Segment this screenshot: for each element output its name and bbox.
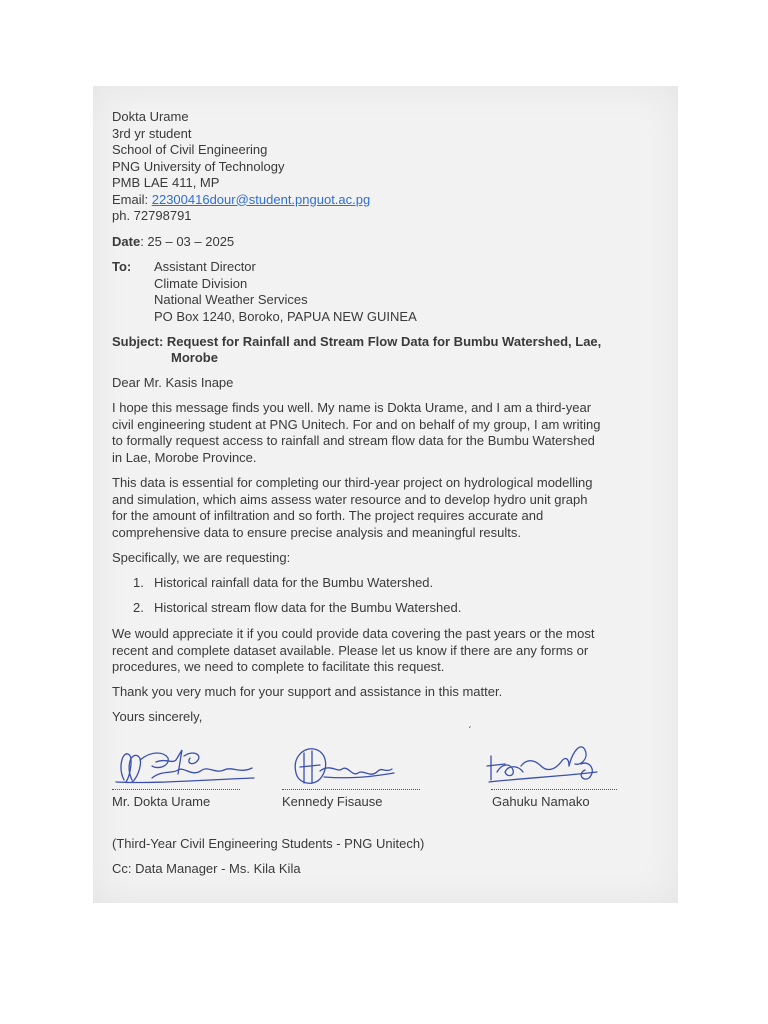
date-label: Date [112,234,141,249]
recipient-line: Assistant Director [154,259,256,274]
paragraph-appreciation: We would appreciate it if you could provide data covering the past years or the most recent and complete dataset available. Please let us know if there are any forms or procedures, we need to complete to facilitate this request. [112,626,595,674]
recipient-line: Climate Division [154,275,248,291]
signatory-name: Mr. Dokta Urame [112,794,211,809]
sender-school: School of Civil Engineering [112,142,268,157]
recipient-address [154,259,417,325]
request-intro: Specifically, we are requesting: [112,550,291,565]
paragraph-intro: I hope this message finds you well. My name is Dokta Urame, and I am a third-year civil engineering student at PNG Unitech. For and on behalf of my group, I am writing to formally request access to rainfall and stream flow data for the Bumbu Watershed in Lae, Morobe Province. [112,400,601,465]
subject-line [112,334,601,351]
signature-urame [112,740,257,792]
signature-line [282,789,420,790]
recipient-line: PO Box 1240, Boroko, PAPUA NEW GUINEA [154,308,417,324]
sender-university: PNG University of Technology [112,158,285,174]
email-label: Email: [112,191,152,207]
sender-address [112,109,370,225]
email-link[interactable]: 22300416dour@student.pnguot.ac.pg [151,191,371,207]
sender-name: Dokta Urame [112,109,189,124]
subject-text: : Request for Rainfall and Stream Flow Data for Bumbu Watershed, Lae, [158,334,602,349]
salutation: Dear Mr. Kasis Inape [112,375,234,390]
sender-year: 3rd yr student [112,125,192,141]
sender-phone: ph. 72798791 [112,208,192,223]
thanks-line: Thank you very much for your support and assistance in this matter. [112,684,503,699]
list-item-text: Historical rainfall data for the Bumbu Watershed. [154,575,434,590]
subject-line-2: Morobe [171,350,218,365]
paragraph-purpose: This data is essential for completing our third-year project on hydrological modelling and simulation, which aims assess water resource and to develop hydro unit graph for the amount of infiltration and so forth. The project requires accurate and comprehensive data to ensure precise analysis and meaningful results. [112,475,593,540]
to-label: To: [112,259,132,274]
signatory-name: Kennedy Fisause [282,794,383,809]
date-value: : 25 – 03 – 2025 [140,234,235,249]
list-item: 1. [133,575,144,590]
signature-line [491,789,617,790]
signature-line [112,789,240,790]
stray-mark: ˏ [468,718,472,729]
group-note: (Third-Year Civil Engineering Students - PNG Unitech) [112,836,425,851]
cc-line: Cc: Data Manager - Ms. Kila Kila [112,861,301,876]
list-item: 2. [133,600,144,615]
sender-postal: PMB LAE 411, MP [112,175,220,190]
sender-email-line [112,192,370,209]
subject-label: Subject [112,334,159,349]
closing: Yours sincerely, [112,709,203,724]
signature-namako [485,736,600,790]
signature-fisause [290,743,400,791]
signatory-name: Gahuku Namako [492,794,590,809]
date-line [112,234,234,251]
recipient-line: National Weather Services [154,292,308,307]
list-item-text: Historical stream flow data for the Bumbu Watershed. [154,600,462,615]
